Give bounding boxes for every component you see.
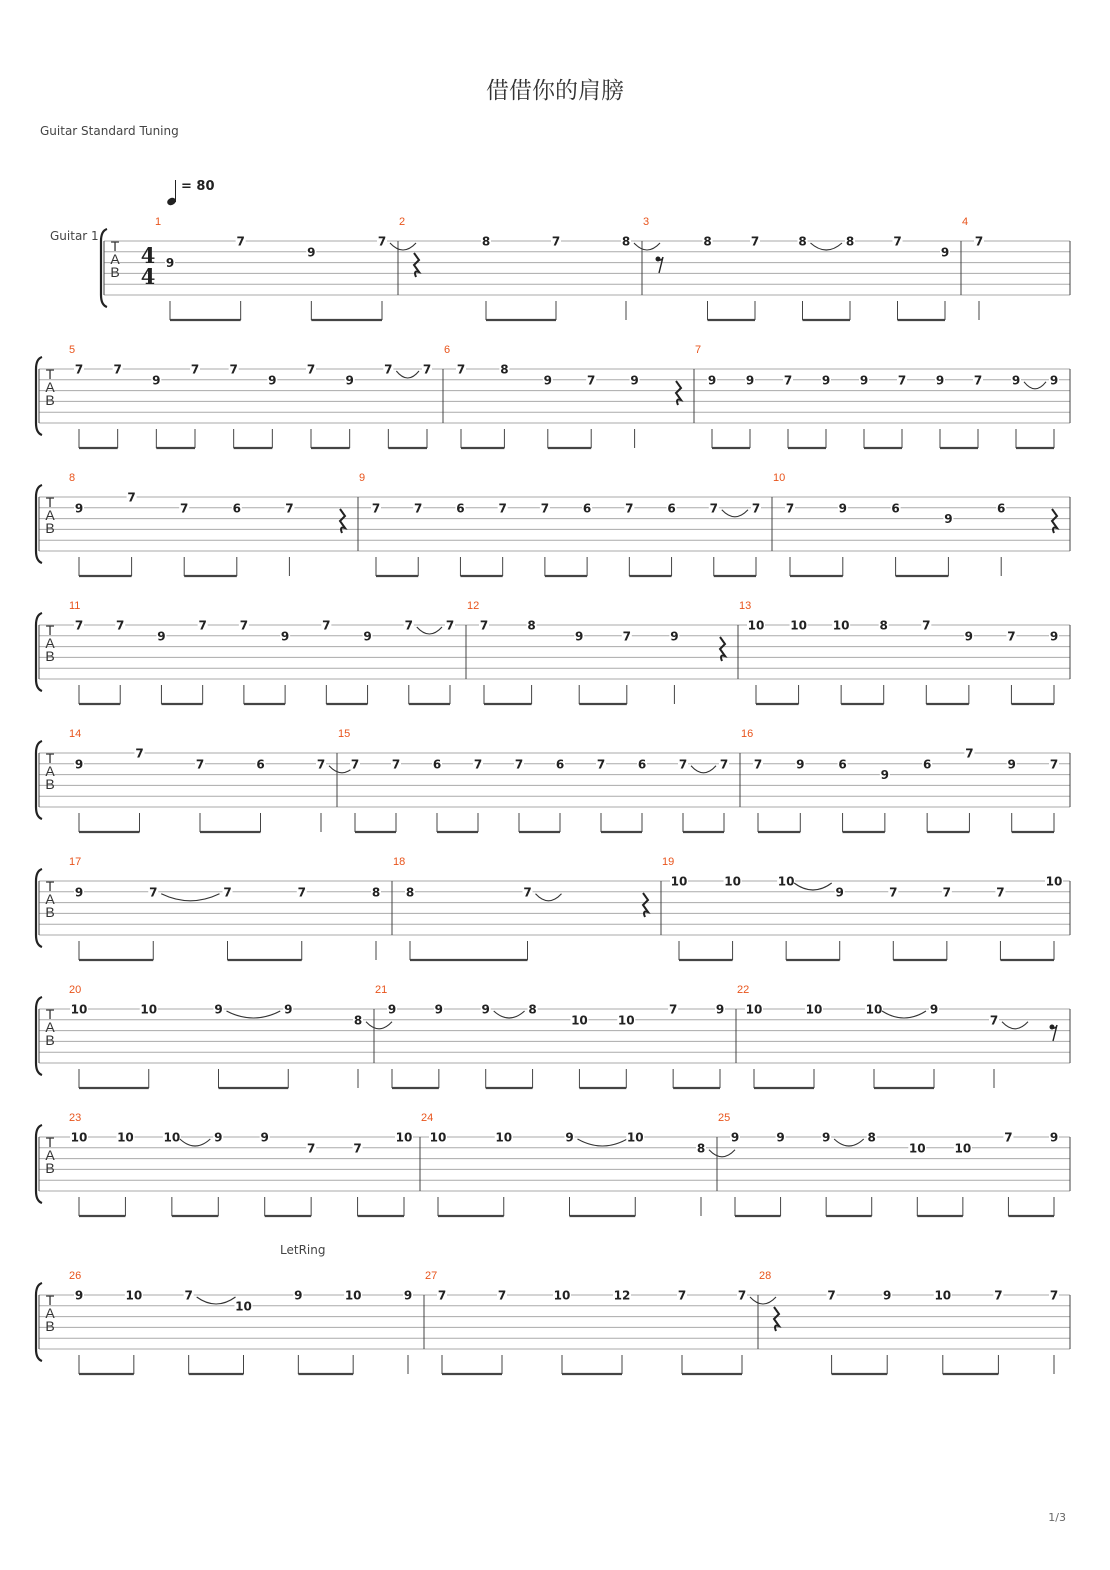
fret-number: 8 bbox=[353, 1013, 363, 1028]
tab-clef-letter: T bbox=[45, 622, 55, 638]
fret-number: 10 bbox=[777, 874, 795, 889]
fret-number: 7 bbox=[497, 1288, 507, 1303]
fret-number: 7 bbox=[149, 885, 158, 900]
fret-number: 9 bbox=[260, 1130, 269, 1145]
measure-number: 16 bbox=[741, 728, 754, 740]
tie-arc bbox=[536, 894, 562, 901]
time-signature-bottom: 4 bbox=[140, 264, 156, 289]
fret-number: 9 bbox=[745, 373, 755, 388]
fret-number: 10 bbox=[626, 1130, 644, 1145]
fret-number: 7 bbox=[965, 746, 974, 761]
fret-number: 7 bbox=[596, 757, 606, 772]
tab-clef-letter: A bbox=[45, 1147, 55, 1163]
fret-number: 8 bbox=[481, 234, 491, 249]
fret-number: 8 bbox=[867, 1130, 876, 1145]
fret-number: 9 bbox=[1007, 757, 1016, 772]
fret-number: 7 bbox=[422, 362, 432, 377]
fret-number: 6 bbox=[891, 501, 900, 516]
tie-arc bbox=[722, 510, 748, 517]
fret-number: 8 bbox=[500, 362, 509, 377]
fret-number: 9 bbox=[821, 1130, 831, 1145]
fret-number: 8 bbox=[696, 1141, 706, 1156]
fret-number: 9 bbox=[964, 629, 974, 644]
tab-clef-letter: B bbox=[45, 904, 55, 920]
fret-number: 7 bbox=[753, 757, 763, 772]
tie-arc bbox=[634, 243, 660, 250]
tab-clef-letter: T bbox=[45, 1292, 55, 1308]
fret-number: 7 bbox=[994, 1288, 1003, 1303]
tie-arc bbox=[709, 1150, 735, 1157]
tie-arc bbox=[1002, 1022, 1028, 1029]
fret-number: 7 bbox=[1049, 757, 1059, 772]
tab-clef-letter: A bbox=[45, 507, 55, 523]
fret-number: 7 bbox=[353, 1141, 362, 1156]
measure-number: 3 bbox=[643, 216, 650, 228]
tie-arc bbox=[161, 894, 219, 901]
fret-number: 7 bbox=[974, 234, 984, 249]
fret-number: 7 bbox=[996, 885, 1005, 900]
fret-number: 6 bbox=[582, 501, 592, 516]
tie-arc bbox=[180, 1139, 210, 1146]
fret-number: 7 bbox=[306, 362, 316, 377]
tab-clef-letter: B bbox=[45, 648, 55, 664]
fret-number: 7 bbox=[391, 757, 401, 772]
page-number: 1/3 bbox=[1048, 1511, 1066, 1524]
fret-number: 7 bbox=[456, 362, 466, 377]
fret-number: 6 bbox=[456, 501, 465, 516]
fret-number: 7 bbox=[751, 501, 761, 516]
fret-number: 10 bbox=[429, 1130, 447, 1145]
tab-system bbox=[36, 600, 1070, 704]
fret-number: 7 bbox=[677, 1288, 687, 1303]
fret-number: 7 bbox=[973, 373, 983, 388]
fret-number: 7 bbox=[1049, 1288, 1059, 1303]
fret-number: 9 bbox=[152, 373, 161, 388]
tab-system bbox=[36, 344, 1070, 448]
fret-number: 10 bbox=[117, 1130, 134, 1145]
fret-number: 10 bbox=[70, 1002, 88, 1017]
fret-number: 9 bbox=[74, 757, 84, 772]
measure-number: 13 bbox=[739, 600, 752, 612]
fret-number: 7 bbox=[1007, 629, 1016, 644]
fret-number: 9 bbox=[284, 1002, 293, 1017]
fret-number: 10 bbox=[724, 874, 741, 889]
fret-number: 6 bbox=[432, 757, 442, 772]
fret-number: 9 bbox=[543, 373, 552, 388]
fret-number: 7 bbox=[783, 373, 793, 388]
measure-number: 26 bbox=[69, 1270, 82, 1282]
fret-number: 9 bbox=[575, 629, 584, 644]
fret-number: 9 bbox=[74, 1288, 84, 1303]
fret-number: 7 bbox=[625, 501, 634, 516]
fret-number: 7 bbox=[719, 757, 729, 772]
fret-number: 9 bbox=[157, 629, 166, 644]
fret-number: 6 bbox=[922, 757, 932, 772]
fret-number: 7 bbox=[473, 757, 483, 772]
fret-number: 9 bbox=[796, 757, 805, 772]
tab-system bbox=[36, 984, 1070, 1088]
tie-arc bbox=[811, 243, 843, 250]
fret-number: 10 bbox=[553, 1288, 571, 1303]
tab-system bbox=[101, 216, 1070, 320]
fret-number: 10 bbox=[163, 1130, 181, 1145]
tab-system bbox=[36, 1112, 1070, 1216]
measure-number: 6 bbox=[444, 344, 451, 356]
fret-number: 10 bbox=[747, 618, 765, 633]
measure-number: 24 bbox=[421, 1112, 434, 1124]
fret-number: 7 bbox=[889, 885, 898, 900]
tie-arc bbox=[1024, 382, 1046, 389]
measure-number: 27 bbox=[425, 1270, 438, 1282]
measure-number: 23 bbox=[69, 1112, 82, 1124]
fret-number: 8 bbox=[528, 1002, 537, 1017]
measure-number: 14 bbox=[69, 728, 82, 740]
tab-clef-letter: B bbox=[45, 1160, 55, 1176]
let-ring-marking: LetRing bbox=[280, 1243, 326, 1257]
fret-number: 9 bbox=[345, 373, 354, 388]
fret-number: 7 bbox=[135, 746, 144, 761]
fret-number: 7 bbox=[190, 362, 200, 377]
fret-number: 7 bbox=[404, 618, 413, 633]
tab-clef-letter: A bbox=[45, 635, 55, 651]
fret-number: 6 bbox=[838, 757, 847, 772]
fret-number: 8 bbox=[879, 618, 888, 633]
tab-system bbox=[36, 472, 1070, 576]
measure-number: 12 bbox=[467, 600, 480, 612]
tab-clef-letter: B bbox=[45, 1032, 55, 1048]
tab-system bbox=[36, 728, 1070, 832]
fret-number: 10 bbox=[745, 1002, 763, 1017]
tie-arc bbox=[494, 1011, 525, 1018]
fret-number: 10 bbox=[954, 1141, 972, 1156]
fret-number: 10 bbox=[344, 1288, 362, 1303]
fret-number: 9 bbox=[307, 245, 316, 260]
fret-number: 7 bbox=[514, 757, 524, 772]
tie-arc bbox=[691, 766, 716, 773]
fret-number: 9 bbox=[776, 1130, 785, 1145]
fret-number: 7 bbox=[74, 618, 84, 633]
tie-arc bbox=[366, 1022, 392, 1029]
tab-clef-letter: B bbox=[45, 520, 55, 536]
fret-number: 8 bbox=[845, 234, 855, 249]
fret-number: 9 bbox=[387, 1002, 397, 1017]
fret-number: 6 bbox=[667, 501, 676, 516]
fret-number: 6 bbox=[232, 501, 241, 516]
fret-number: 9 bbox=[214, 1130, 223, 1145]
fret-number: 8 bbox=[405, 885, 415, 900]
measure-number: 25 bbox=[718, 1112, 731, 1124]
fret-number: 7 bbox=[893, 234, 902, 249]
tie-arc bbox=[227, 1011, 281, 1018]
tab-clef-letter: T bbox=[45, 878, 55, 894]
tie-arc bbox=[882, 1011, 926, 1018]
fret-number: 9 bbox=[935, 373, 945, 388]
fret-number: 7 bbox=[74, 362, 84, 377]
fret-number: 7 bbox=[306, 1141, 316, 1156]
fret-number: 7 bbox=[523, 885, 532, 900]
fret-number: 7 bbox=[316, 757, 326, 772]
fret-number: 7 bbox=[551, 234, 561, 249]
fret-number: 7 bbox=[384, 362, 393, 377]
fret-number: 7 bbox=[622, 629, 631, 644]
fret-number: 7 bbox=[750, 234, 760, 249]
tie-arc bbox=[578, 1139, 628, 1146]
fret-number: 9 bbox=[1049, 1130, 1059, 1145]
fret-number: 9 bbox=[929, 1002, 939, 1017]
fret-number: 9 bbox=[940, 245, 950, 260]
fret-number: 7 bbox=[377, 234, 387, 249]
fret-number: 7 bbox=[198, 618, 207, 633]
fret-number: 9 bbox=[1049, 373, 1059, 388]
fret-number: 9 bbox=[165, 256, 175, 271]
tab-clef-letter: T bbox=[110, 238, 120, 254]
score-title: 借借你的肩膀 bbox=[486, 78, 624, 104]
measure-number: 10 bbox=[773, 472, 786, 484]
tempo-value: = 80 bbox=[181, 179, 215, 194]
tab-clef-letter: A bbox=[45, 379, 55, 395]
fret-number: 7 bbox=[989, 1013, 999, 1028]
tab-clef-letter: B bbox=[45, 1318, 55, 1334]
measure-number: 7 bbox=[695, 344, 702, 356]
tab-clef-letter: T bbox=[45, 1006, 55, 1022]
measure-number: 4 bbox=[962, 216, 969, 228]
tuning-label: Guitar Standard Tuning bbox=[40, 124, 179, 138]
fret-number: 10 bbox=[495, 1130, 513, 1145]
fret-number: 9 bbox=[403, 1288, 413, 1303]
fret-number: 7 bbox=[678, 757, 688, 772]
fret-number: 7 bbox=[942, 885, 952, 900]
fret-number: 9 bbox=[1049, 629, 1059, 644]
fret-number: 9 bbox=[715, 1002, 725, 1017]
fret-number: 9 bbox=[707, 373, 717, 388]
fret-number: 7 bbox=[127, 490, 136, 505]
fret-number: 9 bbox=[630, 373, 639, 388]
tie-arc bbox=[396, 371, 419, 378]
fret-number: 6 bbox=[555, 757, 565, 772]
fret-number: 7 bbox=[827, 1288, 836, 1303]
fret-number: 6 bbox=[256, 757, 265, 772]
measure-number: 19 bbox=[662, 856, 675, 868]
fret-number: 7 bbox=[229, 362, 238, 377]
fret-number: 7 bbox=[1004, 1130, 1013, 1145]
fret-number: 9 bbox=[268, 373, 277, 388]
tie-arc bbox=[834, 1139, 864, 1146]
measure-number: 28 bbox=[759, 1270, 772, 1282]
fret-number: 10 bbox=[235, 1299, 252, 1314]
fret-number: 10 bbox=[790, 618, 807, 633]
fret-number: 9 bbox=[434, 1002, 444, 1017]
fret-number: 9 bbox=[880, 768, 890, 783]
fret-number: 10 bbox=[125, 1288, 143, 1303]
tab-clef-letter: T bbox=[45, 366, 55, 382]
fret-number: 10 bbox=[140, 1002, 158, 1017]
fret-number: 7 bbox=[239, 618, 249, 633]
fret-number: 7 bbox=[350, 757, 360, 772]
fret-number: 7 bbox=[922, 618, 931, 633]
tie-arc bbox=[750, 1297, 776, 1304]
tab-clef-letter: A bbox=[45, 1305, 55, 1321]
measure-number: 8 bbox=[69, 472, 76, 484]
fret-number: 7 bbox=[540, 501, 550, 516]
measure-number: 2 bbox=[399, 216, 406, 228]
fret-number: 7 bbox=[737, 1288, 747, 1303]
fret-number: 7 bbox=[195, 757, 205, 772]
measure-number: 20 bbox=[69, 984, 82, 996]
fret-number: 6 bbox=[637, 757, 647, 772]
fret-number: 7 bbox=[116, 618, 125, 633]
tie-arc bbox=[417, 627, 442, 634]
fret-number: 10 bbox=[934, 1288, 952, 1303]
fret-number: 9 bbox=[1011, 373, 1021, 388]
fret-number: 7 bbox=[709, 501, 718, 516]
fret-number: 10 bbox=[832, 618, 850, 633]
fret-number: 6 bbox=[997, 501, 1006, 516]
fret-number: 10 bbox=[1045, 874, 1063, 889]
fret-number: 9 bbox=[730, 1130, 740, 1145]
fret-number: 7 bbox=[479, 618, 489, 633]
fret-number: 7 bbox=[180, 501, 189, 516]
fret-number: 10 bbox=[571, 1013, 588, 1028]
tab-clef-letter: A bbox=[45, 1019, 55, 1035]
tab-clef-letter: T bbox=[45, 494, 55, 510]
fret-number: 7 bbox=[113, 362, 122, 377]
fret-number: 7 bbox=[236, 234, 245, 249]
fret-number: 9 bbox=[883, 1288, 892, 1303]
fret-number: 9 bbox=[565, 1130, 574, 1145]
fret-number: 9 bbox=[294, 1288, 303, 1303]
fret-number: 9 bbox=[74, 501, 84, 516]
measure-number: 9 bbox=[359, 472, 366, 484]
measure-number: 21 bbox=[375, 984, 388, 996]
fret-number: 7 bbox=[785, 501, 795, 516]
fret-number: 10 bbox=[908, 1141, 926, 1156]
tab-clef-letter: B bbox=[45, 392, 55, 408]
fret-number: 9 bbox=[838, 501, 847, 516]
fret-number: 9 bbox=[944, 512, 953, 527]
fret-number: 7 bbox=[285, 501, 294, 516]
fret-number: 12 bbox=[613, 1288, 631, 1303]
measure-number: 22 bbox=[737, 984, 750, 996]
fret-number: 9 bbox=[821, 373, 831, 388]
tab-clef-letter: B bbox=[45, 776, 55, 792]
tie-arc bbox=[390, 243, 416, 250]
tie-arc bbox=[794, 883, 832, 890]
tab-clef-letter: A bbox=[110, 251, 120, 267]
measure-number: 15 bbox=[338, 728, 351, 740]
tab-system bbox=[36, 856, 1070, 960]
measure-number: 11 bbox=[69, 600, 81, 612]
fret-number: 10 bbox=[70, 1130, 88, 1145]
measure-number: 17 bbox=[69, 856, 82, 868]
fret-number: 7 bbox=[498, 501, 507, 516]
fret-number: 8 bbox=[703, 234, 712, 249]
fret-number: 7 bbox=[414, 501, 423, 516]
fret-number: 7 bbox=[322, 618, 331, 633]
fret-number: 10 bbox=[670, 874, 688, 889]
fret-number: 9 bbox=[214, 1002, 223, 1017]
tab-clef-letter: T bbox=[45, 1134, 55, 1150]
time-signature-top: 4 bbox=[140, 243, 156, 268]
instrument-label: Guitar 1 bbox=[50, 229, 99, 243]
fret-number: 7 bbox=[297, 885, 306, 900]
fret-number: 9 bbox=[670, 629, 679, 644]
tab-clef-letter: T bbox=[45, 750, 55, 766]
fret-number: 8 bbox=[798, 234, 807, 249]
fret-number: 7 bbox=[371, 501, 381, 516]
fret-number: 7 bbox=[223, 885, 232, 900]
tab-system bbox=[36, 1270, 1070, 1374]
fret-number: 10 bbox=[865, 1002, 883, 1017]
measure-number: 1 bbox=[155, 216, 162, 228]
fret-number: 9 bbox=[481, 1002, 490, 1017]
fret-number: 8 bbox=[371, 885, 381, 900]
fret-number: 8 bbox=[621, 234, 631, 249]
tab-clef-letter: A bbox=[45, 891, 55, 907]
tab-clef-letter: B bbox=[110, 264, 120, 280]
fret-number: 9 bbox=[859, 373, 869, 388]
fret-number: 10 bbox=[395, 1130, 413, 1145]
tab-clef-letter: A bbox=[45, 763, 55, 779]
fret-number: 9 bbox=[280, 629, 290, 644]
fret-number: 7 bbox=[897, 373, 907, 388]
fret-number: 8 bbox=[527, 618, 536, 633]
fret-number: 7 bbox=[437, 1288, 447, 1303]
fret-number: 7 bbox=[587, 373, 596, 388]
fret-number: 9 bbox=[835, 885, 844, 900]
fret-number: 7 bbox=[668, 1002, 678, 1017]
fret-number: 10 bbox=[805, 1002, 823, 1017]
measure-number: 5 bbox=[69, 344, 76, 356]
fret-number: 9 bbox=[363, 629, 372, 644]
fret-number: 7 bbox=[184, 1288, 193, 1303]
tie-arc bbox=[197, 1297, 236, 1304]
fret-number: 7 bbox=[445, 618, 455, 633]
fret-number: 10 bbox=[617, 1013, 635, 1028]
fret-number: 9 bbox=[74, 885, 84, 900]
measure-number: 18 bbox=[393, 856, 406, 868]
